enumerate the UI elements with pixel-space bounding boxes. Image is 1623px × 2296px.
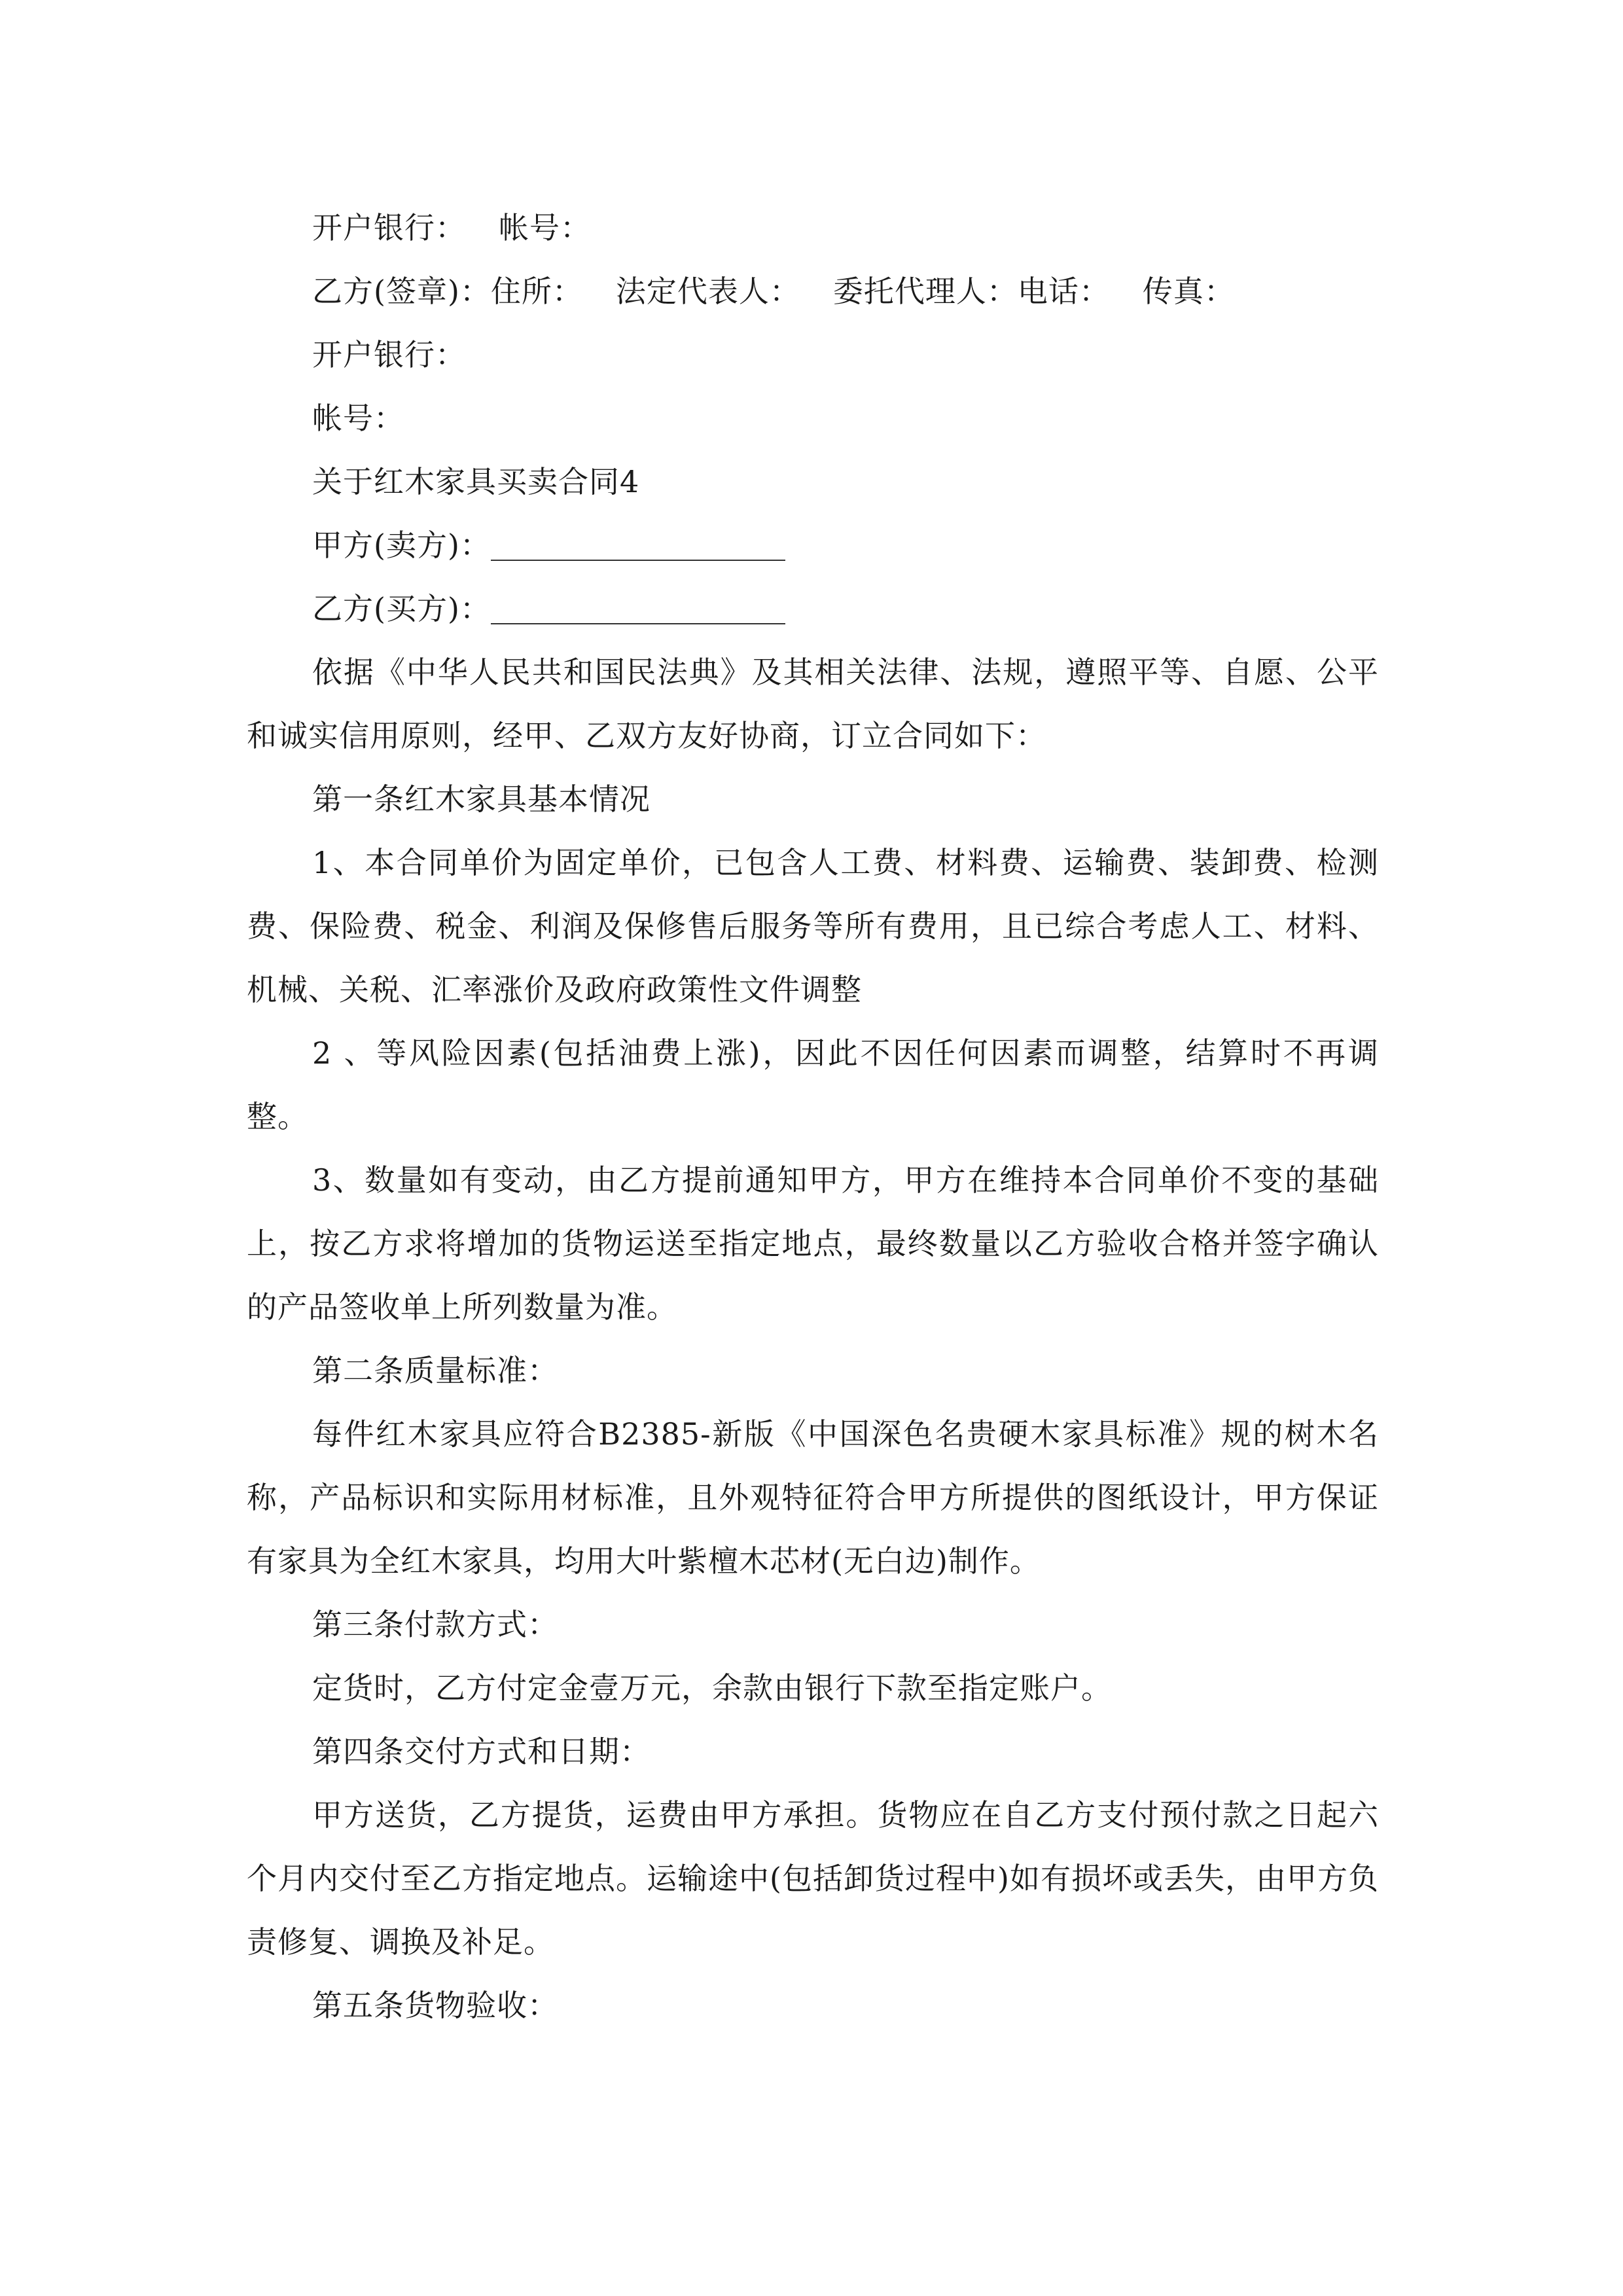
article2-heading: 第二条质量标准： — [312, 1353, 558, 1388]
bank-line-2: 开户银行： — [312, 337, 466, 372]
bank-account-line — [247, 196, 1379, 260]
document-page — [247, 196, 1379, 2037]
party-b-line — [247, 577, 1379, 641]
intro-paragraph: 依据《中华人民共和国民法典》及其相关法律、法规，遵照平等、自愿、公平和诚实信用原则，经甲、乙双方友好协商，订立合同如下： — [247, 655, 1379, 753]
account-line-2: 帐号： — [312, 401, 404, 436]
article2-body: 每件红木家具应符合B2385-新版《中国深色名贵硬木家具标准》规的树木名称，产品标识和实际用材标准，且外观特征符合甲方所提供的图纸设计，甲方保证有家具为全红木家具，均用大叶紫檀木芯材(无白边)制作。 — [247, 1416, 1379, 1579]
party-a-blank[interactable] — [491, 529, 785, 561]
party-b-label: 乙方(买方)： — [312, 591, 491, 626]
bank-label: 开户银行： — [312, 210, 466, 245]
party-b-blank[interactable] — [491, 593, 785, 624]
article1-clause2: 2 、等风险因素(包括油费上涨)，因此不因任何因素而调整，结算时不再调整。 — [247, 1035, 1379, 1134]
phone-label: 电话： — [1017, 274, 1110, 309]
article1-heading: 第一条红木家具基本情况 — [312, 781, 651, 817]
contract-title: 关于红木家具买卖合同4 — [312, 464, 640, 499]
article1-clause3: 3、数量如有变动，由乙方提前通知甲方，甲方在维持本合同单价不变的基础上，按乙方求将增加的货物运送至指定地点，最终数量以乙方验收合格并签字确认的产品签收单上所列数量为准。 — [247, 1162, 1379, 1325]
fax-label: 传真： — [1142, 274, 1235, 309]
party-a-line — [247, 514, 1379, 577]
address-label: 住所： — [490, 274, 583, 309]
article4-heading: 第四条交付方式和日期： — [312, 1734, 651, 1769]
party-b-sign-label: 乙方(签章)： — [312, 274, 491, 309]
party-b-signature-line — [247, 260, 1379, 323]
account-label: 帐号： — [499, 210, 591, 245]
article3-heading: 第三条付款方式： — [312, 1607, 558, 1642]
party-a-label: 甲方(卖方)： — [312, 528, 491, 563]
article5-heading: 第五条货物验收： — [312, 1988, 558, 2023]
legal-rep-label: 法定代表人： — [615, 274, 800, 309]
article1-clause1: 1、本合同单价为固定单价，已包含人工费、材料费、运输费、装卸费、检测费、保险费、税金、利润及保修售后服务等所有费用，且已综合考虑人工、材料、机械、关税、汇率涨价及政府政策性文件调整 — [247, 845, 1379, 1007]
article3-body: 定货时，乙方付定金壹万元，余款由银行下款至指定账户。 — [312, 1670, 1112, 1706]
article4-body: 甲方送货，乙方提货，运费由甲方承担。货物应在自乙方支付预付款之日起六个月内交付至乙方指定地点。运输途中(包括卸货过程中)如有损坏或丢失，由甲方负责修复、调换及补足。 — [247, 1797, 1379, 1960]
agent-label: 委托代理人： — [832, 274, 1018, 309]
